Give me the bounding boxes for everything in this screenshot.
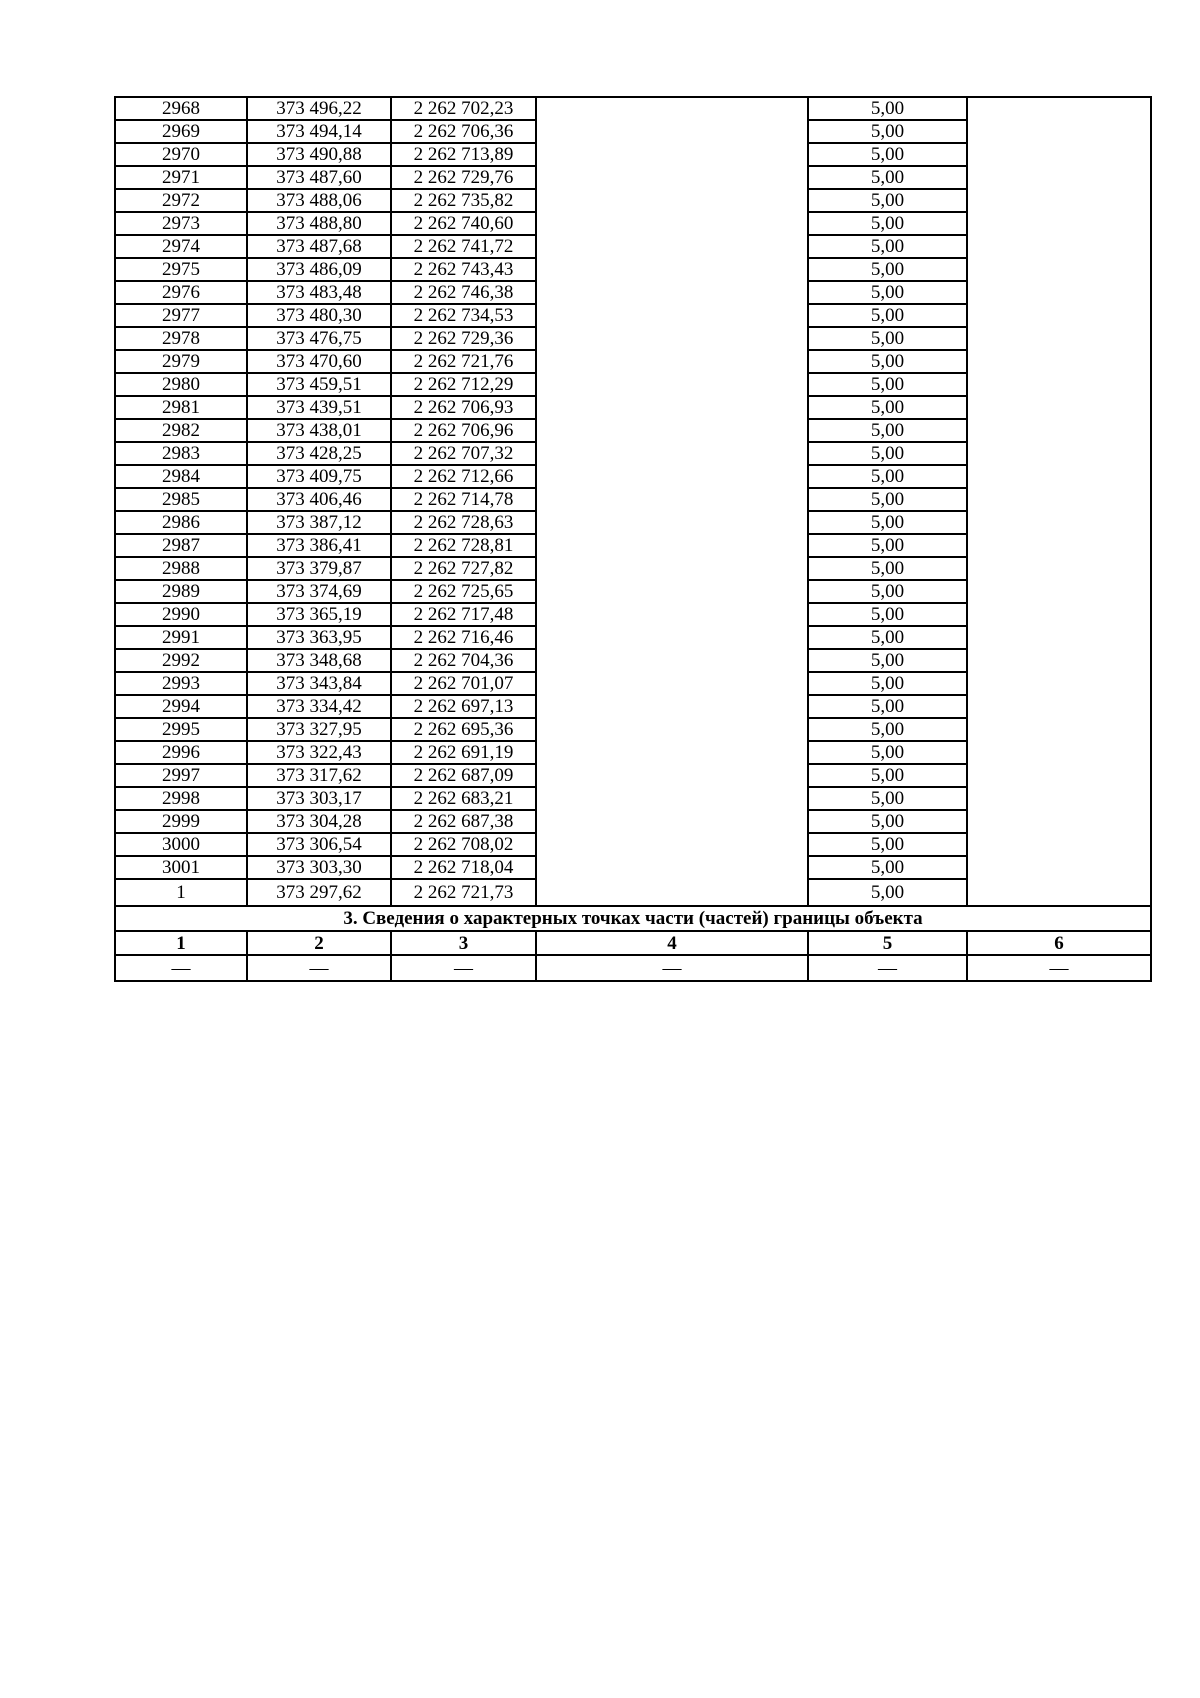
x-coordinate-cell: 373 488,06	[247, 189, 391, 212]
y-coordinate-cell: 2 262 728,81	[391, 534, 536, 557]
point-number-cell: 2991	[115, 626, 247, 649]
y-coordinate-cell: 2 262 746,38	[391, 281, 536, 304]
x-coordinate-cell: 373 488,80	[247, 212, 391, 235]
x-coordinate-cell: 373 487,60	[247, 166, 391, 189]
x-coordinate-cell: 373 459,51	[247, 373, 391, 396]
point-number-cell: 2998	[115, 787, 247, 810]
point-number-cell: 2979	[115, 350, 247, 373]
accuracy-cell: 5,00	[808, 672, 967, 695]
y-coordinate-cell: 2 262 743,43	[391, 258, 536, 281]
accuracy-cell: 5,00	[808, 419, 967, 442]
y-coordinate-cell: 2 262 708,02	[391, 833, 536, 856]
point-number-cell: 2993	[115, 672, 247, 695]
point-number-cell: 2983	[115, 442, 247, 465]
method-cell-empty	[536, 97, 808, 906]
point-number-cell: 2981	[115, 396, 247, 419]
x-coordinate-cell: 373 438,01	[247, 419, 391, 442]
x-coordinate-cell: 373 317,62	[247, 764, 391, 787]
y-coordinate-cell: 2 262 729,76	[391, 166, 536, 189]
x-coordinate-cell: 373 483,48	[247, 281, 391, 304]
x-coordinate-cell: 373 363,95	[247, 626, 391, 649]
x-coordinate-cell: 373 480,30	[247, 304, 391, 327]
point-number-cell: 2994	[115, 695, 247, 718]
point-number-cell: 2971	[115, 166, 247, 189]
point-number-cell: 2976	[115, 281, 247, 304]
accuracy-cell: 5,00	[808, 879, 967, 906]
point-number-cell: 2968	[115, 97, 247, 120]
section-3	[115, 906, 1151, 981]
accuracy-cell: 5,00	[808, 442, 967, 465]
x-coordinate-cell: 373 409,75	[247, 465, 391, 488]
accuracy-cell: 5,00	[808, 212, 967, 235]
accuracy-cell: 5,00	[808, 534, 967, 557]
y-coordinate-cell: 2 262 706,96	[391, 419, 536, 442]
point-number-cell: 2996	[115, 741, 247, 764]
point-number-cell: 2975	[115, 258, 247, 281]
y-coordinate-cell: 2 262 716,46	[391, 626, 536, 649]
empty-value: —	[967, 955, 1151, 981]
point-number-cell: 2969	[115, 120, 247, 143]
description-cell-empty	[967, 97, 1151, 906]
y-coordinate-cell: 2 262 721,73	[391, 879, 536, 906]
y-coordinate-cell: 2 262 721,76	[391, 350, 536, 373]
section-3-values-row	[115, 955, 1151, 981]
x-coordinate-cell: 373 379,87	[247, 557, 391, 580]
point-number-cell: 2977	[115, 304, 247, 327]
y-coordinate-cell: 2 262 706,93	[391, 396, 536, 419]
accuracy-cell: 5,00	[808, 235, 967, 258]
point-number-cell: 2974	[115, 235, 247, 258]
x-coordinate-cell: 373 386,41	[247, 534, 391, 557]
point-number-cell: 2980	[115, 373, 247, 396]
x-coordinate-cell: 373 374,69	[247, 580, 391, 603]
accuracy-cell: 5,00	[808, 603, 967, 626]
coordinates-rows	[115, 97, 1151, 906]
accuracy-cell: 5,00	[808, 695, 967, 718]
empty-value: —	[536, 955, 808, 981]
point-number-cell: 3000	[115, 833, 247, 856]
column-header: 1	[115, 931, 247, 955]
x-coordinate-cell: 373 486,09	[247, 258, 391, 281]
y-coordinate-cell: 2 262 706,36	[391, 120, 536, 143]
section-3-title: 3. Сведения о характерных точках части (частей) границы объекта	[115, 906, 1151, 931]
x-coordinate-cell: 373 303,30	[247, 856, 391, 879]
x-coordinate-cell: 373 387,12	[247, 511, 391, 534]
x-coordinate-cell: 373 327,95	[247, 718, 391, 741]
column-header: 3	[391, 931, 536, 955]
y-coordinate-cell: 2 262 707,32	[391, 442, 536, 465]
point-number-cell: 2982	[115, 419, 247, 442]
y-coordinate-cell: 2 262 728,63	[391, 511, 536, 534]
accuracy-cell: 5,00	[808, 511, 967, 534]
point-number-cell: 3001	[115, 856, 247, 879]
accuracy-cell: 5,00	[808, 97, 967, 120]
point-number-cell: 2990	[115, 603, 247, 626]
accuracy-cell: 5,00	[808, 350, 967, 373]
column-header: 4	[536, 931, 808, 955]
point-number-cell: 2997	[115, 764, 247, 787]
column-header: 5	[808, 931, 967, 955]
coordinates-table	[114, 96, 1152, 982]
point-number-cell: 2988	[115, 557, 247, 580]
y-coordinate-cell: 2 262 712,29	[391, 373, 536, 396]
point-number-cell: 2987	[115, 534, 247, 557]
y-coordinate-cell: 2 262 729,36	[391, 327, 536, 350]
point-number-cell: 2972	[115, 189, 247, 212]
accuracy-cell: 5,00	[808, 856, 967, 879]
point-number-cell: 2973	[115, 212, 247, 235]
x-coordinate-cell: 373 322,43	[247, 741, 391, 764]
y-coordinate-cell: 2 262 704,36	[391, 649, 536, 672]
y-coordinate-cell: 2 262 697,13	[391, 695, 536, 718]
y-coordinate-cell: 2 262 740,60	[391, 212, 536, 235]
accuracy-cell: 5,00	[808, 787, 967, 810]
point-number-cell: 2986	[115, 511, 247, 534]
accuracy-cell: 5,00	[808, 810, 967, 833]
y-coordinate-cell: 2 262 713,89	[391, 143, 536, 166]
x-coordinate-cell: 373 439,51	[247, 396, 391, 419]
x-coordinate-cell: 373 334,42	[247, 695, 391, 718]
x-coordinate-cell: 373 496,22	[247, 97, 391, 120]
empty-value: —	[115, 955, 247, 981]
y-coordinate-cell: 2 262 687,09	[391, 764, 536, 787]
point-number-cell: 2999	[115, 810, 247, 833]
accuracy-cell: 5,00	[808, 258, 967, 281]
y-coordinate-cell: 2 262 712,66	[391, 465, 536, 488]
accuracy-cell: 5,00	[808, 580, 967, 603]
accuracy-cell: 5,00	[808, 120, 967, 143]
y-coordinate-cell: 2 262 735,82	[391, 189, 536, 212]
x-coordinate-cell: 373 304,28	[247, 810, 391, 833]
y-coordinate-cell: 2 262 687,38	[391, 810, 536, 833]
y-coordinate-cell: 2 262 725,65	[391, 580, 536, 603]
accuracy-cell: 5,00	[808, 166, 967, 189]
accuracy-cell: 5,00	[808, 373, 967, 396]
accuracy-cell: 5,00	[808, 143, 967, 166]
table-row	[115, 97, 1151, 120]
accuracy-cell: 5,00	[808, 189, 967, 212]
x-coordinate-cell: 373 494,14	[247, 120, 391, 143]
accuracy-cell: 5,00	[808, 396, 967, 419]
point-number-cell: 2984	[115, 465, 247, 488]
y-coordinate-cell: 2 262 695,36	[391, 718, 536, 741]
accuracy-cell: 5,00	[808, 718, 967, 741]
point-number-cell: 2995	[115, 718, 247, 741]
section-3-header-row	[115, 931, 1151, 955]
accuracy-cell: 5,00	[808, 488, 967, 511]
y-coordinate-cell: 2 262 717,48	[391, 603, 536, 626]
empty-value: —	[247, 955, 391, 981]
y-coordinate-cell: 2 262 701,07	[391, 672, 536, 695]
x-coordinate-cell: 373 406,46	[247, 488, 391, 511]
accuracy-cell: 5,00	[808, 741, 967, 764]
column-header: 2	[247, 931, 391, 955]
point-number-cell: 1	[115, 879, 247, 906]
accuracy-cell: 5,00	[808, 833, 967, 856]
y-coordinate-cell: 2 262 702,23	[391, 97, 536, 120]
empty-value: —	[391, 955, 536, 981]
point-number-cell: 2978	[115, 327, 247, 350]
x-coordinate-cell: 373 470,60	[247, 350, 391, 373]
accuracy-cell: 5,00	[808, 764, 967, 787]
accuracy-cell: 5,00	[808, 281, 967, 304]
x-coordinate-cell: 373 343,84	[247, 672, 391, 695]
x-coordinate-cell: 373 348,68	[247, 649, 391, 672]
y-coordinate-cell: 2 262 741,72	[391, 235, 536, 258]
accuracy-cell: 5,00	[808, 557, 967, 580]
point-number-cell: 2970	[115, 143, 247, 166]
accuracy-cell: 5,00	[808, 304, 967, 327]
point-number-cell: 2992	[115, 649, 247, 672]
accuracy-cell: 5,00	[808, 626, 967, 649]
accuracy-cell: 5,00	[808, 327, 967, 350]
x-coordinate-cell: 373 476,75	[247, 327, 391, 350]
y-coordinate-cell: 2 262 691,19	[391, 741, 536, 764]
x-coordinate-cell: 373 303,17	[247, 787, 391, 810]
point-number-cell: 2985	[115, 488, 247, 511]
x-coordinate-cell: 373 306,54	[247, 833, 391, 856]
column-header: 6	[967, 931, 1151, 955]
y-coordinate-cell: 2 262 714,78	[391, 488, 536, 511]
x-coordinate-cell: 373 297,62	[247, 879, 391, 906]
y-coordinate-cell: 2 262 727,82	[391, 557, 536, 580]
x-coordinate-cell: 373 490,88	[247, 143, 391, 166]
point-number-cell: 2989	[115, 580, 247, 603]
x-coordinate-cell: 373 365,19	[247, 603, 391, 626]
y-coordinate-cell: 2 262 683,21	[391, 787, 536, 810]
y-coordinate-cell: 2 262 734,53	[391, 304, 536, 327]
y-coordinate-cell: 2 262 718,04	[391, 856, 536, 879]
empty-value: —	[808, 955, 967, 981]
x-coordinate-cell: 373 428,25	[247, 442, 391, 465]
x-coordinate-cell: 373 487,68	[247, 235, 391, 258]
accuracy-cell: 5,00	[808, 649, 967, 672]
accuracy-cell: 5,00	[808, 465, 967, 488]
